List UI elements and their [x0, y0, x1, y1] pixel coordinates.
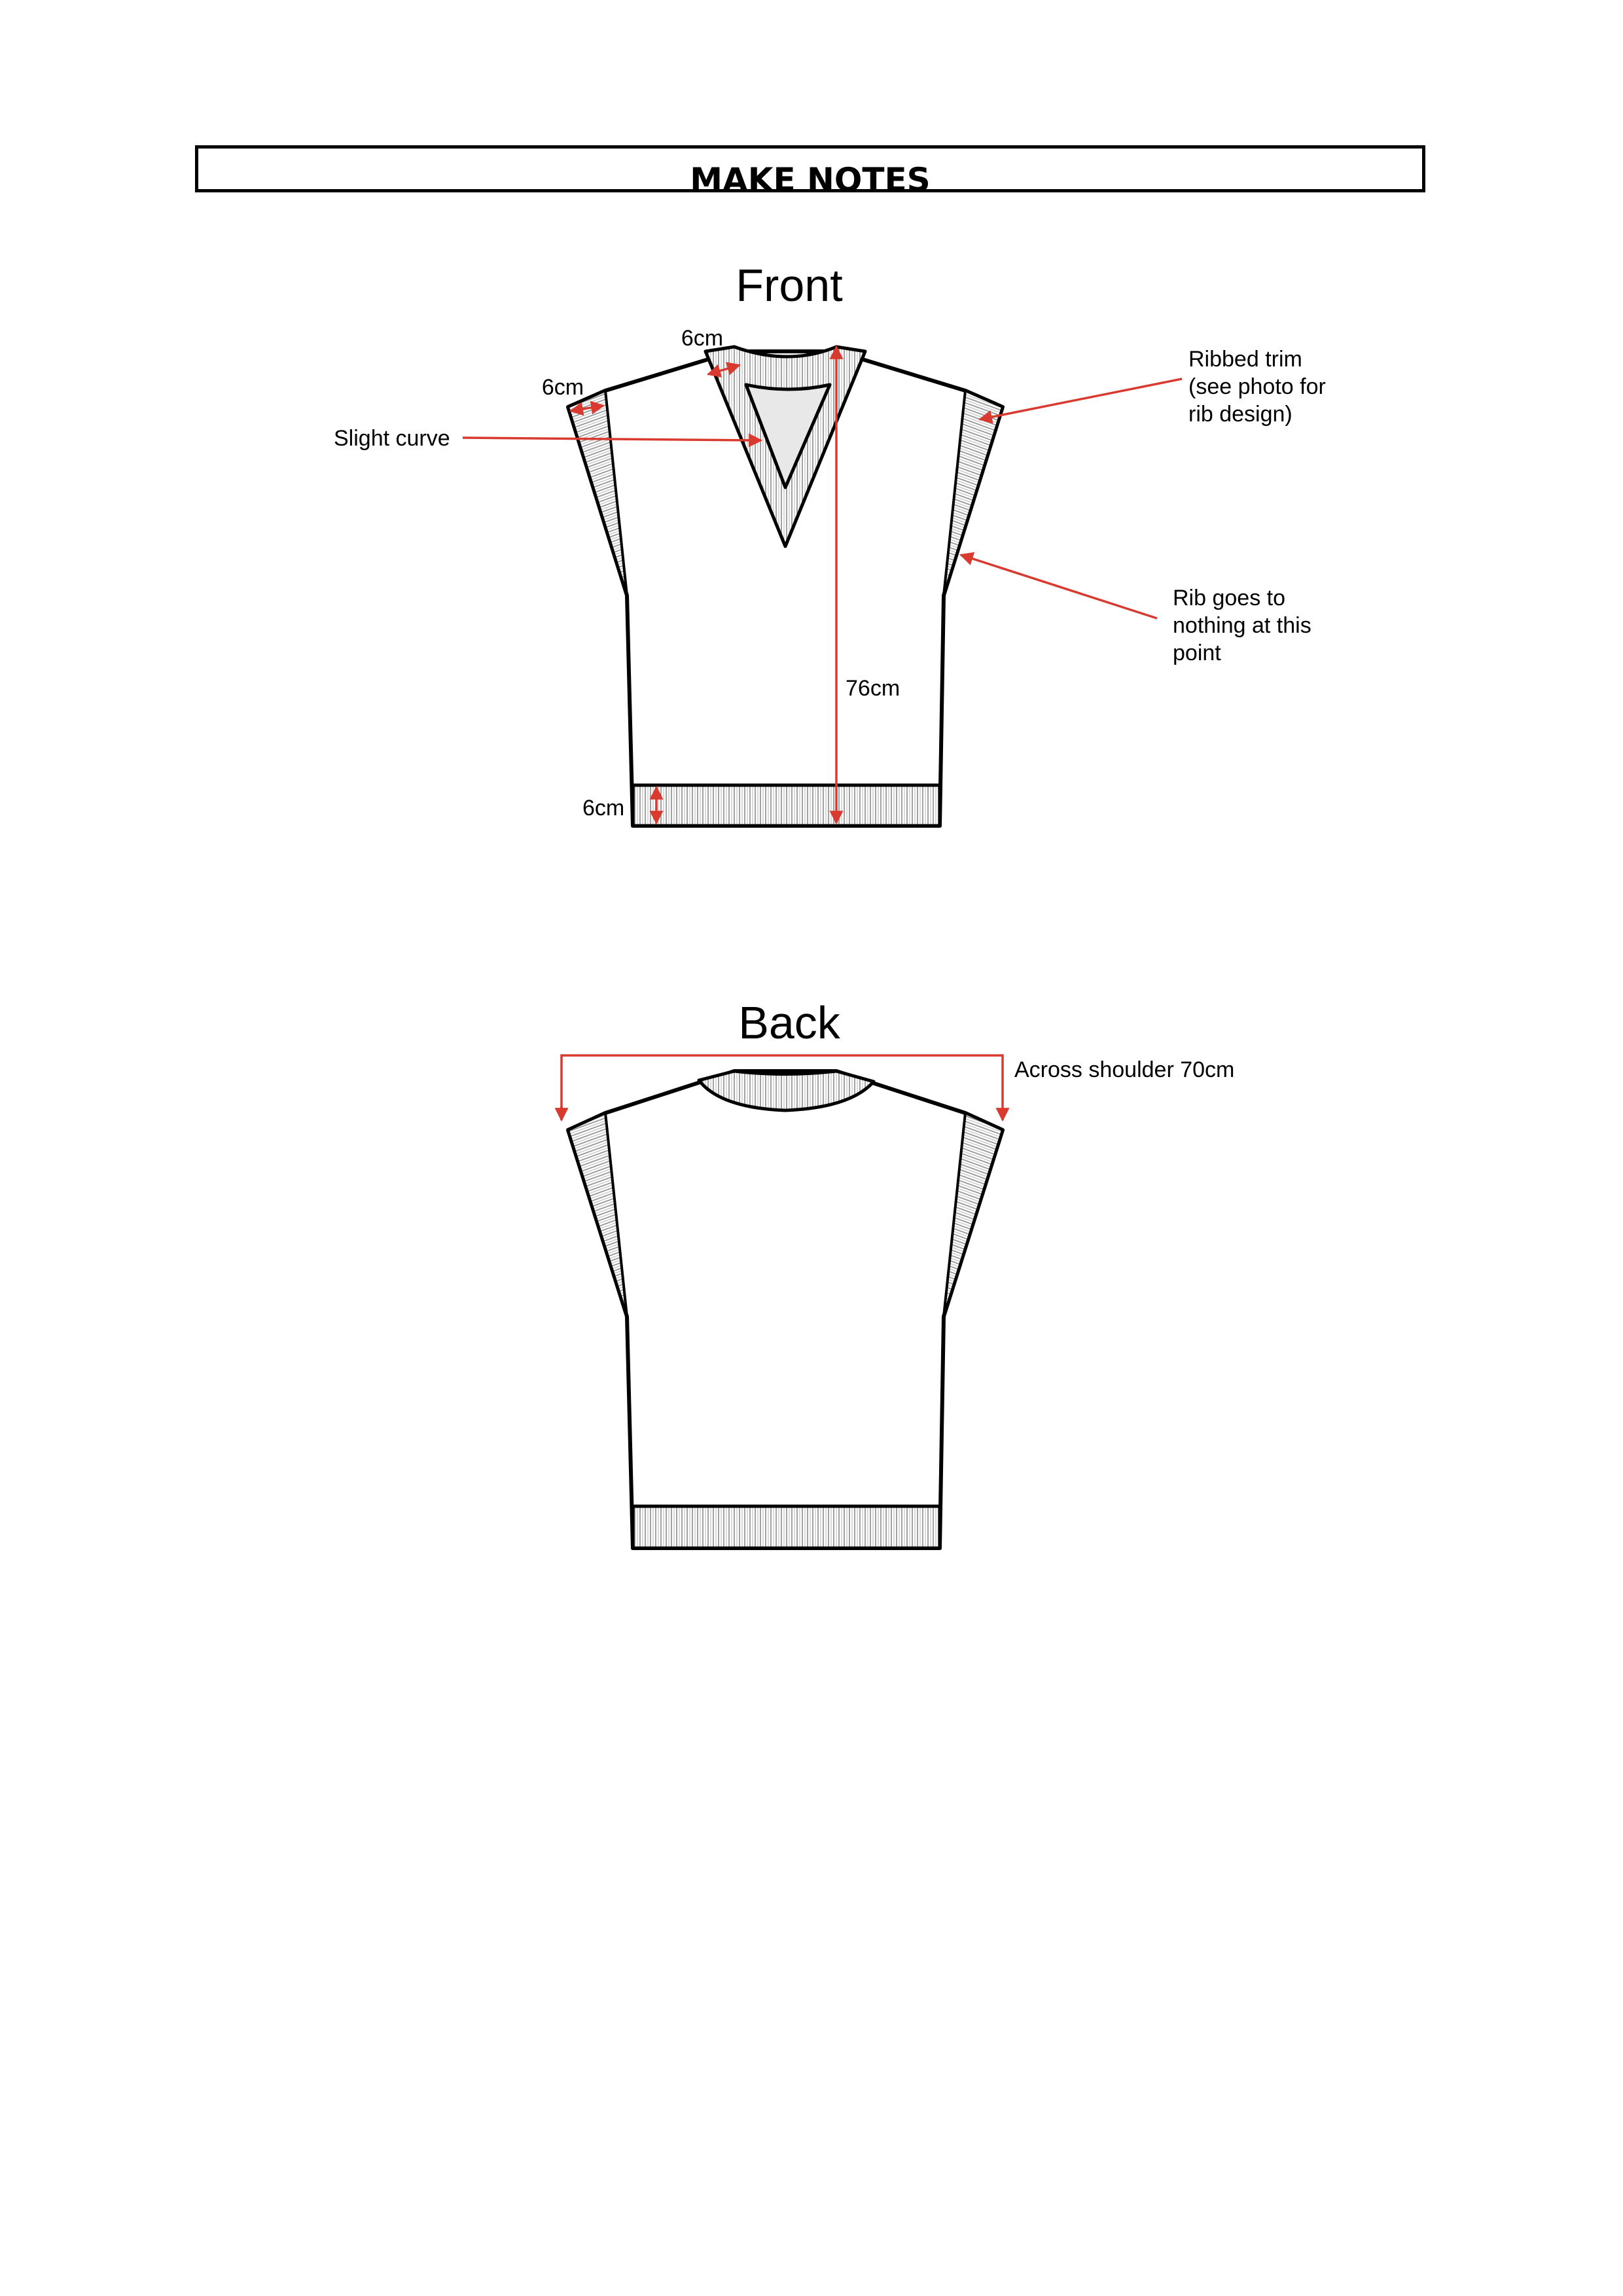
page-title: MAKE NOTES: [690, 161, 931, 199]
rib-taper-label-1: Rib goes to: [1173, 586, 1285, 610]
rib-taper-leader: [961, 555, 1157, 618]
front-hem-rib: [633, 785, 940, 826]
slight-curve-label: Slight curve: [334, 426, 450, 451]
rib-taper-label-3: point: [1173, 641, 1221, 665]
ribbed-trim-label-2: (see photo for: [1188, 374, 1326, 399]
back-hem-rib: [633, 1506, 940, 1548]
ribbed-trim-label-3: rib design): [1188, 402, 1293, 427]
length-label: 76cm: [846, 676, 901, 701]
ribbed-trim-leader: [980, 379, 1182, 419]
rib-taper-label-2: nothing at this: [1173, 613, 1311, 638]
front-title: Front: [736, 260, 843, 311]
neck-width-label: 6cm: [681, 326, 724, 351]
back-body-outline: [568, 1071, 1003, 1548]
front-garment: [568, 347, 1003, 826]
across-shoulder-label: Across shoulder 70cm: [1014, 1057, 1235, 1082]
hem-rib-label: 6cm: [582, 796, 625, 821]
shoulder-trim-label: 6cm: [541, 375, 584, 400]
back-garment: [568, 1071, 1003, 1548]
back-title: Back: [738, 997, 840, 1048]
ribbed-trim-label-1: Ribbed trim: [1188, 347, 1302, 372]
